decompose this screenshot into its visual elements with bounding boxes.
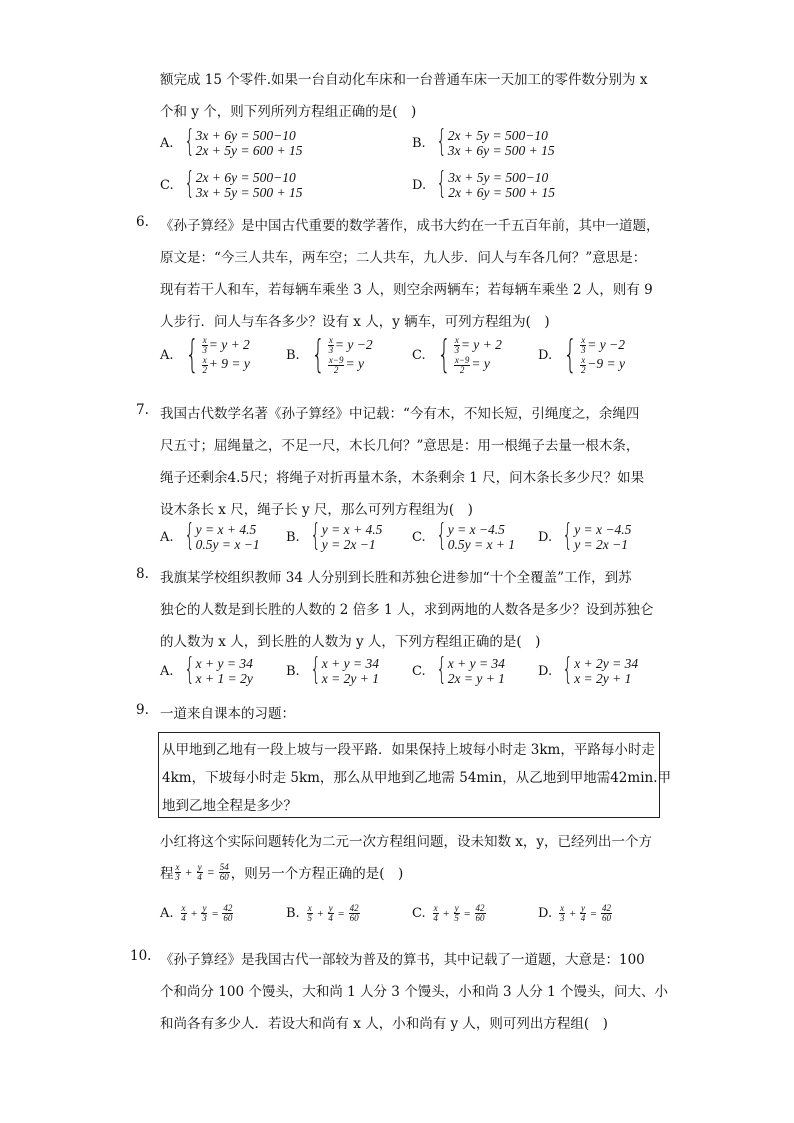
q5-option-a[interactable] bbox=[160, 124, 303, 159]
option-label: A. bbox=[160, 347, 174, 363]
equation: y = x −4.5 bbox=[574, 522, 632, 537]
numerator: x bbox=[202, 335, 207, 346]
q8-line-2: 独仑的人数是到长胜的人数的 2 倍多 1 人，求到两地的人数各是多少？设到苏独仑 bbox=[160, 602, 654, 618]
denominator: 60 bbox=[349, 913, 359, 923]
numerator: x bbox=[560, 903, 565, 913]
q8-option-d[interactable] bbox=[538, 652, 639, 687]
option-label: D. bbox=[538, 906, 553, 921]
equation bbox=[453, 355, 502, 374]
q8-option-b[interactable] bbox=[286, 652, 379, 687]
option-label: B. bbox=[286, 906, 300, 921]
brace-icon: { bbox=[183, 124, 195, 159]
denominator: 4 bbox=[580, 913, 586, 923]
q7-line-2: 尺五寸；屈绳量之，不足一尺，木长几何？”意思是：用一根绳子去量一根木条， bbox=[160, 438, 640, 454]
equation: y = x −4.5 bbox=[447, 522, 505, 537]
numerator: y bbox=[202, 903, 207, 913]
equation bbox=[579, 355, 625, 374]
q6-number: 6. bbox=[136, 214, 149, 230]
denominator: 60 bbox=[601, 913, 611, 923]
q7-option-b[interactable] bbox=[286, 518, 383, 553]
q5-option-b[interactable] bbox=[412, 124, 555, 159]
q9-line-1: 一道来自课本的习题： bbox=[160, 706, 295, 722]
q6-line-4: 人步行．问人与车各多少？设有 x 人，y 辆车，可列方程组为( ) bbox=[160, 314, 550, 330]
brace-icon: { bbox=[183, 518, 195, 553]
q8-line-3: 的人数为 x 人，到长胜的人数为 y 人，下列方程组正确的是( ) bbox=[160, 634, 541, 650]
denominator: 60 bbox=[219, 871, 229, 882]
option-label: D. bbox=[538, 529, 553, 545]
equation: y = 2x −1 bbox=[321, 537, 376, 552]
denominator: 4 bbox=[181, 913, 186, 923]
text: ，则另一个方程正确的是( ) bbox=[230, 866, 404, 882]
q7-option-d[interactable] bbox=[538, 518, 632, 553]
equation: x + 2y = 34 bbox=[574, 656, 639, 671]
equation: x + y = 34 bbox=[321, 656, 379, 671]
equation: 3x + 6y = 500−10 bbox=[195, 128, 296, 143]
brace-icon: { bbox=[435, 652, 447, 687]
q9-option-c[interactable] bbox=[412, 904, 487, 923]
denominator: 2 bbox=[333, 364, 339, 375]
denominator: 3 bbox=[328, 345, 334, 356]
numerator: y bbox=[581, 903, 586, 913]
q8-line-1: 我旗某学校组织教师 34 人分别到长胜和苏独仑进参加“十个全覆盖”工作，到苏 bbox=[160, 570, 632, 586]
numerator: x−9 bbox=[328, 354, 344, 365]
numerator: x bbox=[175, 861, 180, 872]
denominator: 5 bbox=[454, 913, 459, 923]
q6-option-b[interactable] bbox=[286, 332, 373, 376]
brace-icon: { bbox=[563, 332, 577, 376]
equation-rhs: + 9 = y bbox=[208, 356, 250, 372]
equation: 3x + 6y = 500 + 15 bbox=[447, 143, 555, 158]
option-label: D. bbox=[412, 177, 427, 193]
equation: 0.5y = x −1 bbox=[195, 537, 260, 552]
equation: x + y = 34 bbox=[447, 656, 505, 671]
equation bbox=[327, 336, 373, 355]
q7-option-a[interactable] bbox=[160, 518, 260, 553]
equation: x + 1 = 2y bbox=[195, 671, 253, 686]
equation: y = x + 4.5 bbox=[321, 522, 383, 537]
q6-option-c[interactable] bbox=[412, 332, 502, 376]
option-label: A. bbox=[160, 663, 174, 679]
denominator: 2 bbox=[581, 364, 586, 375]
q5-line-2: 个和 y 个，则下列所列方程组正确的是( ) bbox=[160, 104, 417, 120]
denominator: 3 bbox=[202, 345, 207, 356]
given-equation: $\frac{x}{3}$ + $\frac{y}{4}$ = $\frac{54}{60}$ bbox=[175, 861, 229, 882]
equation: $\frac{x}{5}$ + $\frac{y}{4}$ = $\frac{42}{60}$ bbox=[307, 903, 359, 923]
equation bbox=[579, 336, 625, 355]
option-label: B. bbox=[412, 135, 426, 151]
option-label: B. bbox=[286, 663, 300, 679]
equation-rhs: −9 = y bbox=[587, 356, 625, 372]
brace-icon: { bbox=[562, 518, 573, 553]
numerator: x bbox=[581, 335, 586, 346]
text: 程 bbox=[160, 866, 174, 882]
equation: $\frac{x}{4}$ + $\frac{y}{5}$ = $\frac{42}{60}$ bbox=[433, 903, 485, 923]
q7-line-1: 我国古代数学名著《孙子算经》中记载：“今有木，不知长短，引绳度之，余绳四 bbox=[160, 406, 640, 422]
option-label: D. bbox=[538, 347, 553, 363]
equation bbox=[201, 355, 250, 374]
denominator: 60 bbox=[223, 913, 233, 923]
equation: 3x + 5y = 500−10 bbox=[448, 170, 549, 185]
q6-option-d[interactable] bbox=[538, 332, 625, 376]
equation: $\frac{x}{3}$ + $\frac{y}{4}$ = $\frac{42}{60}$ bbox=[559, 903, 611, 923]
q9-option-d[interactable] bbox=[538, 904, 613, 923]
denominator: 3 bbox=[202, 913, 207, 923]
brace-icon: { bbox=[309, 652, 321, 687]
equation: y = 2x −1 bbox=[574, 537, 629, 552]
brace-icon: { bbox=[309, 518, 321, 553]
q10-line-1: 《孙子算经》是我国古代一部较为普及的算书，其中记载了一道题，大意是：100 bbox=[160, 952, 645, 968]
equation: 2x + 6y = 500−10 bbox=[195, 170, 296, 185]
equation bbox=[201, 336, 250, 355]
option-label: C. bbox=[412, 663, 426, 679]
equation-rhs: = y + 2 bbox=[460, 337, 502, 352]
equation: 3x + 5y = 500 + 15 bbox=[195, 185, 303, 200]
denominator: 4 bbox=[197, 871, 202, 882]
equation: x = 2y + 1 bbox=[321, 671, 379, 686]
denominator: 3 bbox=[175, 871, 180, 882]
q6-line-3: 现有若干人和车，若每辆车乘坐 3 人，则空余两辆车；若每辆车乘坐 2 人，则有 9 bbox=[160, 282, 653, 298]
option-label: A. bbox=[160, 529, 174, 545]
option-label: A. bbox=[160, 906, 174, 921]
q6-line-2: 原文是：“今三人共车，两车空；二人共车，九人步．问人与车各几何？”意思是： bbox=[160, 250, 647, 266]
option-label: B. bbox=[286, 529, 300, 545]
equation-rhs: = y −2 bbox=[334, 337, 373, 352]
equation: y = x + 4.5 bbox=[195, 522, 257, 537]
option-label: C. bbox=[412, 906, 426, 921]
numerator: x bbox=[181, 903, 186, 913]
denominator: 5 bbox=[307, 913, 312, 923]
q9-box-line-1: 从甲地到乙地有一段上坡与一段平路．如果保持上坡每小时走 3km，平路每小时走 bbox=[162, 742, 655, 758]
q9-box-line-2: 4km，下坡每小时走 5km，那么从甲地到乙地需 54min，从乙地到甲地需42min.甲 bbox=[162, 770, 671, 786]
q10-line-2: 个和尚分 100 个馒头，大和尚 1 人分 3 个馒头，小和尚 3 人分 1 个馒头，问大、小 bbox=[160, 984, 669, 1000]
brace-icon: { bbox=[437, 332, 451, 376]
denominator: 3 bbox=[559, 913, 565, 923]
equation: 0.5y = x + 1 bbox=[447, 537, 516, 552]
brace-icon: { bbox=[183, 166, 195, 201]
denominator: 3 bbox=[581, 345, 586, 356]
option-label: B. bbox=[286, 347, 300, 363]
denominator: 3 bbox=[454, 345, 460, 356]
q9-option-a[interactable] bbox=[160, 904, 234, 923]
equation: x + y = 34 bbox=[195, 656, 253, 671]
equation bbox=[453, 336, 502, 355]
denominator: 4 bbox=[328, 913, 333, 923]
q9-number: 9. bbox=[136, 702, 149, 718]
q5-option-c[interactable] bbox=[160, 166, 303, 201]
equation: 2x + 5y = 600 + 15 bbox=[195, 143, 303, 158]
q7-line-4: 设木条长 x 尺，绳子长 y 尺，那么可列方程组为( ) bbox=[160, 502, 473, 518]
denominator: 60 bbox=[475, 913, 485, 923]
equation-rhs: = y bbox=[345, 356, 364, 372]
numerator: x bbox=[328, 335, 333, 346]
numerator: 54 bbox=[219, 861, 229, 872]
option-label: D. bbox=[538, 663, 553, 679]
q9-line-3 bbox=[160, 862, 403, 882]
q9-box-line-3: 地到乙地全程是多少？ bbox=[162, 798, 297, 814]
denominator: 2 bbox=[459, 364, 465, 375]
equation: $\frac{x}{4}$ + $\frac{y}{3}$ = $\frac{42}{60}$ bbox=[181, 903, 233, 923]
equation bbox=[327, 355, 373, 374]
q5-line-1: 额完成 15 个零件.如果一台自动化车床和一台普通车床一天加工的零件数分别为 x bbox=[160, 72, 648, 88]
q8-number: 8. bbox=[136, 566, 149, 582]
q10-number: 10. bbox=[130, 948, 152, 964]
numerator: x−9 bbox=[454, 354, 470, 365]
numerator: y bbox=[328, 903, 333, 913]
q9-option-b[interactable] bbox=[286, 904, 361, 923]
q7-number: 7. bbox=[136, 402, 149, 418]
equation-rhs: = y bbox=[471, 356, 490, 372]
brace-icon: { bbox=[311, 332, 325, 376]
q10-line-3: 和尚各有多少人．若设大和尚有 x 人，小和尚有 y 人，则可列出方程组( ) bbox=[160, 1016, 608, 1032]
option-label: A. bbox=[160, 135, 174, 151]
equation-rhs: = y + 2 bbox=[208, 337, 250, 352]
denominator: 2 bbox=[202, 364, 207, 375]
q8-option-a[interactable] bbox=[160, 652, 253, 687]
brace-icon: { bbox=[183, 652, 195, 687]
equation: 2x + 5y = 500−10 bbox=[447, 128, 548, 143]
brace-icon: { bbox=[562, 652, 573, 687]
q6-line-1: 《孙子算经》是中国古代重要的数学著作，成书大约在一千五百年前，其中一道题， bbox=[160, 218, 660, 234]
numerator: x bbox=[202, 354, 207, 365]
numerator: 42 bbox=[601, 903, 611, 913]
q8-option-c[interactable] bbox=[412, 652, 505, 687]
numerator: x bbox=[581, 354, 586, 365]
equation-rhs: = y −2 bbox=[587, 337, 625, 352]
numerator: 42 bbox=[223, 903, 233, 913]
q5-option-d[interactable] bbox=[412, 166, 556, 201]
option-label: C. bbox=[412, 347, 426, 363]
numerator: x bbox=[454, 335, 459, 346]
brace-icon: { bbox=[435, 518, 447, 553]
q7-line-3: 绳子还剩余4.5尺；将绳子对折再量木条，木条剩余 1 尺，问木条长多少尺？如果 bbox=[160, 470, 645, 486]
equation: x = 2y + 1 bbox=[574, 671, 632, 686]
numerator: y bbox=[197, 861, 202, 872]
equation: 2x = y + 1 bbox=[447, 671, 505, 686]
numerator: x bbox=[307, 903, 312, 913]
q7-option-c[interactable] bbox=[412, 518, 516, 553]
brace-icon: { bbox=[436, 166, 447, 201]
brace-icon: { bbox=[184, 332, 199, 376]
brace-icon: { bbox=[435, 124, 447, 159]
numerator: 42 bbox=[349, 903, 359, 913]
equation: 2x + 6y = 500 + 15 bbox=[448, 185, 556, 200]
numerator: x bbox=[433, 903, 438, 913]
option-label: C. bbox=[412, 529, 426, 545]
q9-line-2: 小红将这个实际问题转化为二元一次方程组问题，设未知数 x，y，已经列出一个方 bbox=[160, 834, 653, 850]
numerator: y bbox=[454, 903, 459, 913]
denominator: 4 bbox=[433, 913, 438, 923]
numerator: 42 bbox=[475, 903, 485, 913]
option-label: C. bbox=[160, 177, 174, 193]
q6-option-a[interactable] bbox=[160, 332, 250, 376]
